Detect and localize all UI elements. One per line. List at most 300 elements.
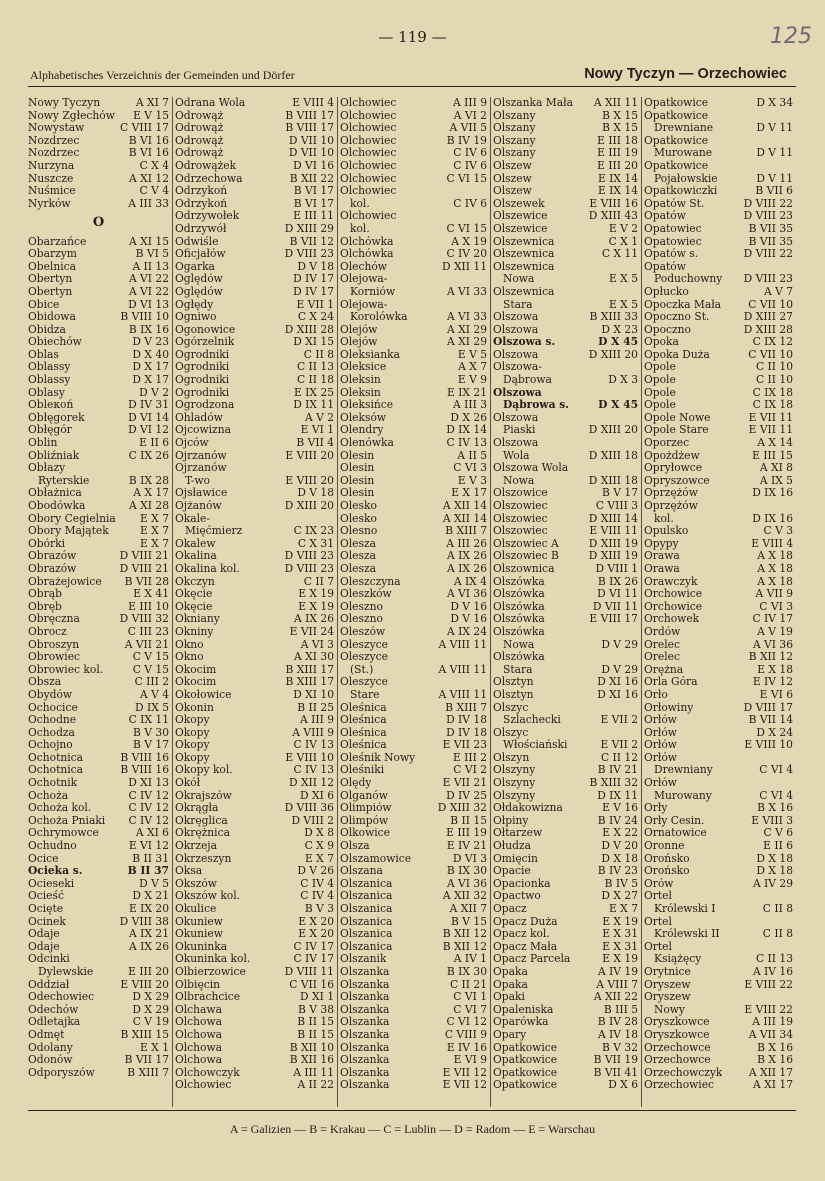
place-name: Ogonowice bbox=[175, 323, 236, 336]
place-name: Olchowiec bbox=[340, 185, 397, 198]
map-reference-code: B VII 28 bbox=[124, 575, 169, 588]
gazetteer-entry bbox=[175, 991, 334, 1004]
map-reference-code: E III 19 bbox=[446, 827, 487, 840]
place-name: Opożdżew bbox=[644, 449, 700, 462]
place-name: Olchowiec bbox=[340, 122, 397, 135]
gazetteer-entry bbox=[493, 147, 638, 160]
gazetteer-entry bbox=[28, 714, 169, 727]
gazetteer-entry bbox=[493, 890, 638, 903]
gazetteer-entry bbox=[340, 361, 487, 374]
place-name: Orchowice bbox=[644, 588, 703, 601]
map-reference-code: A VI 2 bbox=[453, 109, 487, 122]
map-reference-code: C VI 1 bbox=[453, 991, 487, 1004]
map-reference-code: B XII 10 bbox=[289, 1041, 334, 1054]
gazetteer-entry bbox=[644, 865, 793, 878]
place-name: Obręb bbox=[28, 600, 62, 613]
gazetteer-entry bbox=[340, 273, 487, 286]
place-name: Nowa bbox=[503, 474, 535, 487]
gazetteer-entry bbox=[340, 487, 487, 500]
place-name: Obłażnica bbox=[28, 487, 82, 500]
map-reference-code: A XII 17 bbox=[748, 1066, 793, 1079]
place-name: Olszowiec bbox=[493, 512, 548, 525]
map-reference-code: E IX 20 bbox=[128, 903, 169, 915]
place-name: Olszewek bbox=[493, 197, 545, 210]
map-reference-code: A VI 36 bbox=[446, 588, 487, 601]
place-name: Olszyny bbox=[493, 789, 536, 802]
place-name: Olesza bbox=[340, 537, 376, 550]
place-name: Olchowiec bbox=[340, 147, 397, 160]
gazetteer-entry bbox=[340, 147, 487, 160]
gazetteer-entry bbox=[175, 412, 334, 425]
gazetteer-entry bbox=[644, 953, 793, 966]
gazetteer-entry bbox=[28, 802, 169, 815]
place-name: Okołowice bbox=[175, 688, 232, 701]
place-name: Olszewnica bbox=[493, 285, 555, 298]
map-reference-code: E V 3 bbox=[457, 474, 487, 487]
map-reference-code: B V 17 bbox=[602, 487, 638, 500]
gazetteer-entry bbox=[340, 185, 487, 198]
place-name: Opatkowice bbox=[493, 1054, 558, 1067]
gazetteer-entry bbox=[644, 198, 793, 211]
gazetteer-entry bbox=[340, 261, 487, 274]
map-reference-code: C V 3 bbox=[763, 525, 793, 538]
gazetteer-entry bbox=[175, 1004, 334, 1017]
map-reference-code: C IV 6 bbox=[453, 197, 487, 210]
map-reference-code: E VIII 3 bbox=[751, 814, 793, 827]
place-name: Odrowążek bbox=[175, 159, 237, 172]
map-reference-code: E VIII 4 bbox=[751, 537, 793, 550]
place-name: Nuśmice bbox=[28, 185, 76, 198]
map-reference-code: D VIII 38 bbox=[119, 915, 169, 928]
gazetteer-entry bbox=[340, 714, 487, 727]
gazetteer-entry bbox=[644, 361, 793, 374]
place-name: Olchowa bbox=[175, 1041, 223, 1054]
gazetteer-entry bbox=[340, 286, 487, 299]
gazetteer-entry bbox=[175, 299, 334, 312]
map-reference-code: D XI 15 bbox=[293, 336, 334, 349]
place-name: Opryłowce bbox=[644, 462, 703, 475]
gazetteer-entry bbox=[340, 550, 487, 563]
map-reference-code: D XIII 29 bbox=[284, 222, 334, 235]
map-reference-code: A V 2 bbox=[304, 411, 334, 424]
map-reference-code: B V 3 bbox=[304, 903, 334, 915]
place-name: Opłucko bbox=[644, 285, 689, 298]
gazetteer-entry bbox=[644, 878, 793, 891]
gazetteer-entry bbox=[175, 626, 334, 639]
place-name: T-wo bbox=[185, 474, 210, 487]
gazetteer-entry bbox=[28, 890, 169, 903]
place-name: Okopy bbox=[175, 751, 210, 764]
map-reference-code: E VI 9 bbox=[453, 1054, 487, 1067]
map-reference-code: D IV 17 bbox=[293, 273, 334, 286]
map-reference-code: C IX 26 bbox=[128, 449, 169, 462]
gazetteer-entry bbox=[340, 979, 487, 992]
map-reference-code: E VIII 10 bbox=[285, 751, 334, 764]
place-name: Okuniew bbox=[175, 915, 223, 928]
map-reference-code: A XI 15 bbox=[129, 235, 169, 248]
gazetteer-entry bbox=[493, 273, 638, 286]
map-reference-code: A VI 36 bbox=[446, 877, 487, 890]
place-name: Olszówka bbox=[493, 575, 545, 588]
place-name: Olszówka bbox=[493, 588, 545, 601]
map-reference-code: A IV 19 bbox=[597, 965, 638, 978]
map-reference-code: D VIII 17 bbox=[743, 701, 793, 714]
gazetteer-entry bbox=[493, 1042, 638, 1055]
map-reference-code: B X 16 bbox=[757, 1041, 793, 1054]
gazetteer-entry bbox=[493, 248, 638, 261]
place-name: Olchowiec bbox=[340, 97, 397, 109]
gazetteer-entry bbox=[340, 236, 487, 249]
map-reference-code: C V 19 bbox=[132, 1016, 169, 1029]
place-name: Opole Nowe bbox=[644, 411, 711, 424]
place-name: Oksa bbox=[175, 865, 203, 878]
place-name: Olganów bbox=[340, 789, 388, 802]
map-reference-code: D V 29 bbox=[601, 638, 638, 651]
place-name: Olszowa bbox=[493, 323, 539, 336]
map-reference-code: C III 23 bbox=[127, 625, 169, 638]
gazetteer-entry bbox=[175, 261, 334, 274]
place-name: Oleszyce bbox=[340, 676, 388, 689]
map-reference-code: A II 5 bbox=[457, 449, 487, 462]
map-reference-code: A VI 33 bbox=[446, 285, 487, 298]
gazetteer-entry bbox=[340, 953, 487, 966]
place-name: Olszewice bbox=[493, 210, 548, 223]
gazetteer-entry bbox=[28, 764, 169, 777]
place-name: Ochoża Pniaki bbox=[28, 814, 106, 827]
place-name: Ortel bbox=[644, 915, 672, 928]
gazetteer-entry bbox=[644, 979, 793, 992]
gazetteer-entry bbox=[644, 147, 793, 160]
gazetteer-entry bbox=[340, 815, 487, 828]
place-name: Oleksińce bbox=[340, 399, 394, 412]
place-name: Olchawa bbox=[175, 1003, 222, 1016]
place-name: kol. bbox=[654, 512, 674, 525]
gazetteer-entry bbox=[175, 336, 334, 349]
gazetteer-entry bbox=[28, 865, 169, 878]
gazetteer-entry bbox=[493, 1067, 638, 1080]
map-reference-code: C II 13 bbox=[296, 361, 334, 374]
map-reference-code: D VI 13 bbox=[128, 298, 169, 311]
place-name: Oleszyce bbox=[340, 638, 388, 651]
map-reference-code: A X 18 bbox=[757, 550, 793, 563]
gazetteer-columns bbox=[28, 97, 796, 1107]
place-name: Olbierzowice bbox=[175, 965, 246, 978]
place-name: Okulice bbox=[175, 903, 217, 915]
map-reference-code: C IX 18 bbox=[752, 386, 793, 399]
map-reference-code: E X 7 bbox=[304, 852, 334, 865]
gazetteer-entry bbox=[644, 1016, 793, 1029]
place-name: Ochudno bbox=[28, 840, 77, 853]
place-name: Obarzym bbox=[28, 248, 77, 261]
place-name: Olszowiec bbox=[493, 525, 548, 538]
gazetteer-entry bbox=[28, 412, 169, 425]
map-reference-code: B V 30 bbox=[133, 726, 169, 739]
gazetteer-entry bbox=[28, 424, 169, 437]
map-reference-code: A IV 1 bbox=[453, 953, 487, 966]
gazetteer-entry bbox=[175, 689, 334, 702]
map-reference-code: A XI 8 bbox=[759, 462, 793, 475]
map-reference-code: E VI 1 bbox=[300, 424, 334, 437]
place-name: Ochoża kol. bbox=[28, 802, 92, 815]
gazetteer-entry bbox=[28, 727, 169, 740]
map-reference-code: C II 18 bbox=[296, 374, 334, 387]
map-reference-code: A IV 29 bbox=[752, 877, 793, 890]
gazetteer-entry bbox=[28, 941, 169, 954]
region-legend: A = Galizien — B = Krakau — C = Lublin — D = Radom — E = Warschau bbox=[229, 1122, 596, 1136]
gazetteer-entry bbox=[493, 991, 638, 1004]
gazetteer-entry bbox=[493, 97, 638, 110]
map-reference-code: A VII 9 bbox=[755, 588, 793, 601]
gazetteer-entry bbox=[175, 387, 334, 400]
map-reference-code: B VII 14 bbox=[748, 714, 793, 727]
place-name: Ogrodniki bbox=[175, 348, 230, 361]
map-reference-code: D X 34 bbox=[756, 97, 793, 109]
gazetteer-entry bbox=[340, 110, 487, 123]
map-reference-code: D IV 31 bbox=[128, 399, 169, 412]
map-reference-code: B VI 16 bbox=[128, 134, 169, 147]
gazetteer-entry bbox=[644, 727, 793, 740]
column-4 bbox=[490, 97, 641, 1107]
gazetteer-entry bbox=[644, 462, 793, 475]
gazetteer-entry bbox=[175, 273, 334, 286]
map-reference-code: A X 17 bbox=[133, 487, 169, 500]
gazetteer-entry bbox=[644, 223, 793, 236]
gazetteer-entry bbox=[493, 1016, 638, 1029]
map-reference-code: E VIII 22 bbox=[744, 978, 793, 991]
place-name: Olesza bbox=[340, 562, 376, 575]
gazetteer-entry bbox=[644, 1042, 793, 1055]
place-name: Oprzężów bbox=[644, 487, 698, 500]
place-name: Obliźniak bbox=[28, 449, 80, 462]
map-reference-code: D VIII 23 bbox=[743, 210, 793, 223]
place-name: Okuniew bbox=[175, 928, 223, 941]
place-name: Ocice bbox=[28, 852, 59, 865]
place-name: Oleśniki bbox=[340, 764, 385, 777]
place-name: Olesno bbox=[340, 525, 378, 538]
place-name: Olszewnica bbox=[493, 248, 555, 261]
gazetteer-entry bbox=[28, 664, 169, 677]
place-name: Olędy bbox=[340, 777, 372, 790]
gazetteer-entry bbox=[340, 210, 487, 223]
gazetteer-entry bbox=[340, 1067, 487, 1080]
place-name: Odechowiec bbox=[28, 991, 95, 1004]
gazetteer-entry bbox=[28, 815, 169, 828]
map-reference-code: E VII 11 bbox=[748, 411, 793, 424]
map-reference-code: B XIII 7 bbox=[127, 1066, 169, 1079]
place-name: Nyrków bbox=[28, 197, 71, 210]
gazetteer-entry bbox=[493, 840, 638, 853]
map-reference-code: A VIII 7 bbox=[596, 978, 638, 991]
map-reference-code: B II 37 bbox=[127, 865, 169, 878]
gazetteer-entry bbox=[340, 890, 487, 903]
map-reference-code: B III 5 bbox=[603, 1003, 638, 1016]
map-reference-code: D VII 11 bbox=[592, 600, 638, 613]
gazetteer-entry bbox=[644, 273, 793, 286]
place-name: Olenówka bbox=[340, 437, 394, 450]
map-reference-code: C X 1 bbox=[608, 235, 638, 248]
gazetteer-entry bbox=[644, 525, 793, 538]
gazetteer-entry bbox=[28, 966, 169, 979]
map-reference-code: D XIII 19 bbox=[588, 537, 638, 550]
gazetteer-entry bbox=[28, 853, 169, 866]
place-name: Olchówka bbox=[340, 248, 394, 261]
gazetteer-entry bbox=[28, 513, 169, 526]
map-reference-code: C VI 4 bbox=[759, 789, 793, 802]
gazetteer-entry bbox=[340, 966, 487, 979]
map-reference-code: B VIII 17 bbox=[285, 109, 334, 122]
map-reference-code: D VIII 21 bbox=[119, 550, 169, 563]
gazetteer-entry bbox=[340, 790, 487, 803]
gazetteer-entry bbox=[340, 349, 487, 362]
map-reference-code: D VI 12 bbox=[128, 424, 169, 437]
place-name: Odrzykoń bbox=[175, 197, 228, 210]
gazetteer-entry bbox=[175, 110, 334, 123]
gazetteer-entry bbox=[493, 412, 638, 425]
gazetteer-entry bbox=[644, 790, 793, 803]
map-reference-code: D X 17 bbox=[132, 374, 169, 387]
gazetteer-entry bbox=[644, 336, 793, 349]
place-name: Nozdrzec bbox=[28, 147, 80, 160]
map-reference-code: D X 26 bbox=[450, 411, 487, 424]
place-name: Orońsko bbox=[644, 865, 690, 878]
gazetteer-entry bbox=[175, 840, 334, 853]
gazetteer-entry bbox=[644, 160, 793, 173]
place-name: Olimpiów bbox=[340, 802, 392, 815]
place-name: Olechów bbox=[340, 260, 387, 273]
gazetteer-entry bbox=[644, 538, 793, 551]
gazetteer-entry bbox=[340, 601, 487, 614]
gazetteer-entry bbox=[340, 916, 487, 929]
gazetteer-entry bbox=[175, 664, 334, 677]
place-name: Wola bbox=[503, 449, 530, 462]
place-name: Obsza bbox=[28, 676, 62, 689]
place-name: Odrowąż bbox=[175, 109, 224, 122]
map-reference-code: D V 5 bbox=[139, 877, 169, 890]
gazetteer-entry bbox=[28, 122, 169, 135]
section-letter: O bbox=[92, 215, 105, 231]
map-reference-code: A VI 33 bbox=[446, 311, 487, 324]
gazetteer-entry bbox=[493, 626, 638, 639]
map-reference-code: C X 9 bbox=[304, 840, 334, 853]
map-reference-code: B IX 30 bbox=[446, 965, 487, 978]
place-name: Olszyny bbox=[493, 764, 536, 777]
place-name: Odwiśle bbox=[175, 235, 219, 248]
place-name: Opary bbox=[493, 1028, 527, 1041]
gazetteer-entry bbox=[644, 412, 793, 425]
map-reference-code: E X 22 bbox=[602, 827, 638, 840]
gazetteer-entry bbox=[340, 399, 487, 412]
place-name: Olszany bbox=[493, 122, 536, 135]
place-name: Olszowice bbox=[493, 487, 548, 500]
gazetteer-entry bbox=[644, 286, 793, 299]
map-reference-code: A VII 5 bbox=[449, 122, 487, 135]
place-name: Olszanka bbox=[340, 1003, 390, 1016]
gazetteer-entry bbox=[493, 916, 638, 929]
gazetteer-entry bbox=[175, 966, 334, 979]
map-reference-code: E X 7 bbox=[608, 903, 638, 915]
place-name: Odaje bbox=[28, 940, 60, 953]
place-name: Oleśnik Nowy bbox=[340, 751, 416, 764]
gazetteer-entry bbox=[340, 827, 487, 840]
place-name: Olszanica bbox=[340, 890, 393, 903]
place-name: Książęcy bbox=[654, 953, 702, 966]
map-reference-code: D IV 25 bbox=[446, 789, 487, 802]
map-reference-code: B VI 17 bbox=[293, 197, 334, 210]
place-name: Ogniwo bbox=[175, 311, 217, 324]
map-reference-code: C IV 20 bbox=[446, 248, 487, 261]
map-reference-code: D IV 17 bbox=[293, 285, 334, 298]
map-reference-code: D V 16 bbox=[450, 613, 487, 626]
map-reference-code: E II 6 bbox=[763, 840, 793, 853]
gazetteer-entry bbox=[493, 110, 638, 123]
gazetteer-entry bbox=[493, 210, 638, 223]
place-name: Orów bbox=[644, 877, 674, 890]
map-reference-code: E IX 25 bbox=[293, 386, 334, 399]
gazetteer-entry bbox=[493, 424, 638, 437]
place-name: Ocieść bbox=[28, 890, 64, 903]
map-reference-code: A XI 28 bbox=[129, 500, 169, 512]
map-reference-code: D VIII 23 bbox=[743, 273, 793, 286]
gazetteer-entry bbox=[493, 475, 638, 488]
place-name: Oleszków bbox=[340, 588, 392, 601]
map-reference-code: D X 3 bbox=[608, 374, 638, 387]
map-reference-code: C VI 15 bbox=[446, 222, 487, 235]
gazetteer-entry bbox=[644, 903, 793, 916]
map-reference-code: C IX 12 bbox=[752, 336, 793, 349]
place-name: Oficjałów bbox=[175, 248, 226, 261]
map-reference-code: E V 5 bbox=[457, 348, 487, 361]
gazetteer-entry bbox=[175, 639, 334, 652]
map-reference-code: E IV 21 bbox=[446, 840, 487, 853]
map-reference-code: A X 19 bbox=[451, 235, 487, 248]
map-reference-code: E IX 14 bbox=[597, 172, 638, 185]
gazetteer-entry bbox=[644, 916, 793, 929]
map-reference-code: C II 7 bbox=[303, 575, 334, 588]
gazetteer-entry bbox=[175, 210, 334, 223]
place-name: Olesko bbox=[340, 500, 377, 512]
map-reference-code: D XIII 20 bbox=[588, 348, 638, 361]
place-name: Obertyn bbox=[28, 285, 73, 298]
place-name: Opatów bbox=[644, 210, 686, 223]
map-reference-code: B XIII 17 bbox=[285, 663, 334, 676]
map-reference-code: D XIII 20 bbox=[588, 424, 638, 437]
gazetteer-entry bbox=[340, 639, 487, 652]
place-name: Opacz bbox=[493, 903, 527, 915]
map-reference-code: D XIII 18 bbox=[588, 474, 638, 487]
map-reference-code: D VIII 23 bbox=[284, 562, 334, 575]
gazetteer-entry bbox=[340, 991, 487, 1004]
place-name: Piaski bbox=[503, 424, 536, 437]
place-name: Olchowiec bbox=[340, 109, 397, 122]
place-name: Mięćmierz bbox=[185, 525, 243, 538]
map-reference-code: C II 21 bbox=[449, 978, 487, 991]
gazetteer-entry bbox=[644, 991, 793, 1004]
gazetteer-entry bbox=[493, 664, 638, 677]
place-name: Odrzywołek bbox=[175, 210, 240, 223]
map-reference-code: C X 24 bbox=[297, 311, 334, 324]
gazetteer-entry bbox=[340, 1029, 487, 1042]
place-name: Olesin bbox=[340, 449, 375, 462]
map-reference-code: E VII 12 bbox=[442, 1079, 487, 1092]
place-name: Ojrzanów bbox=[175, 449, 227, 462]
gazetteer-entry bbox=[340, 299, 487, 312]
gazetteer-entry bbox=[175, 815, 334, 828]
page-number: — 119 — bbox=[378, 28, 447, 46]
gazetteer-entry bbox=[340, 198, 487, 211]
place-name: Okniany bbox=[175, 613, 220, 626]
map-reference-code: C IV 4 bbox=[300, 877, 334, 890]
gazetteer-entry bbox=[175, 979, 334, 992]
